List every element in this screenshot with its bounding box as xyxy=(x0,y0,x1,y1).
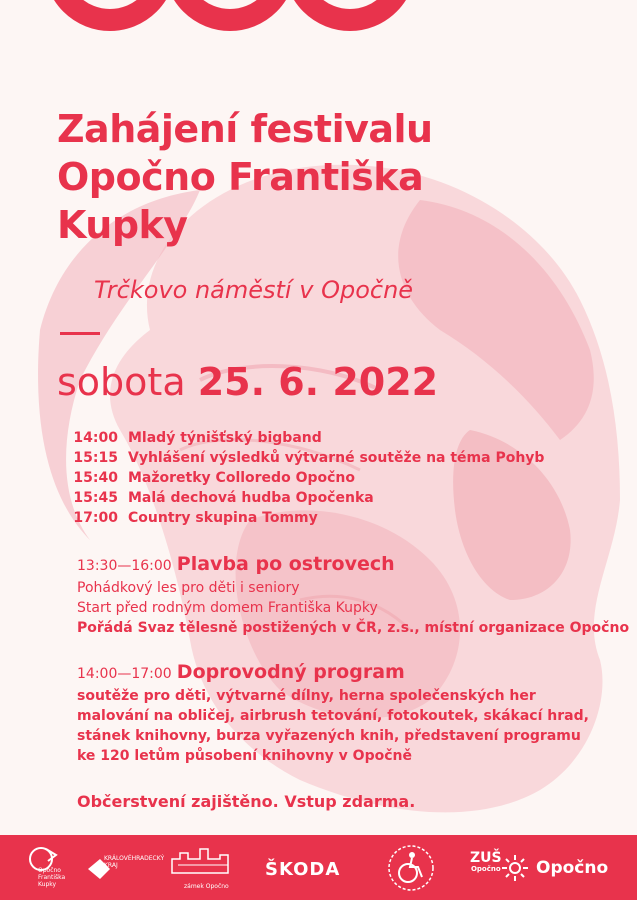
date-weekday: sobota xyxy=(57,360,198,404)
date-value: 25. 6. 2022 xyxy=(197,360,439,404)
schedule-title: Vyhlášení výsledků výtvarné soutěže na téma Pohyb xyxy=(128,450,545,466)
schedule-row xyxy=(60,428,620,448)
plavba-heading xyxy=(77,552,622,578)
festival-logo-line: Františka xyxy=(38,874,66,881)
doprovodny-line: stánek knihovny, burza vyřazených knih, představení programu xyxy=(77,728,581,744)
plavba-line: Pohádkový les pro děti i seniory xyxy=(77,580,300,596)
opocno-logo-text: Opočno xyxy=(536,858,609,878)
schedule-time: 17:00 xyxy=(73,510,118,526)
closing-note: Občerstvení zajištěno. Vstup zdarma. xyxy=(77,792,416,811)
castle-logo-icon xyxy=(168,843,238,877)
schedule-row xyxy=(60,488,620,508)
kraj-logo-line: KRÁLOVÉHRADECKÝ xyxy=(104,855,165,862)
plavba-organizer: Pořádá Svaz tělesně postižených v ČR, z.s., místní organizace Opočno xyxy=(77,620,630,636)
festival-logo-line: Kupky xyxy=(38,881,57,888)
title-line: Kupky xyxy=(57,203,188,247)
sponsor-footer xyxy=(0,835,637,900)
zus-logo-sub: Opočno xyxy=(470,865,501,873)
zus-logo-main: ZUŠ xyxy=(470,850,502,866)
plavba-line: Start před rodným domem Františka Kupky xyxy=(77,600,378,616)
event-date xyxy=(57,358,438,406)
plavba-time: 13:30—16:00 xyxy=(77,558,172,574)
doprovodny-time: 14:00—17:00 xyxy=(77,666,172,682)
castle-logo-text: zámek Opočno xyxy=(184,883,229,890)
schedule-row xyxy=(60,468,620,488)
svaz-logo-icon xyxy=(384,843,438,893)
schedule-title: Mladý týnišťský bigband xyxy=(128,430,322,446)
kraj-logo-text xyxy=(104,855,164,869)
doprovodny-line: soutěže pro děti, výtvarné dílny, herna společenských her xyxy=(77,688,536,704)
schedule-title: Malá dechová hudba Opočenka xyxy=(128,490,374,506)
doprovodny-line: malování na obličej, airbrush tetování, fotokoutek, skákací hrad, xyxy=(77,708,589,724)
logo-rings-graphic xyxy=(40,0,420,50)
schedule-row xyxy=(60,448,620,468)
zus-logo xyxy=(470,851,502,874)
festival-logo-text xyxy=(38,867,65,888)
plavba-section xyxy=(77,552,630,638)
schedule-list xyxy=(60,428,620,528)
doprovodny-heading xyxy=(77,660,622,686)
doprovodny-line: ke 120 letům působení knihovny v Opočně xyxy=(77,748,412,764)
kraj-logo-line: KRAJ xyxy=(104,862,118,869)
schedule-time: 15:40 xyxy=(73,470,118,486)
schedule-title: Mažoretky Colloredo Opočno xyxy=(128,470,355,486)
sun-icon xyxy=(500,853,530,883)
doprovodny-name: Doprovodný program xyxy=(176,661,405,683)
schedule-time: 15:15 xyxy=(73,450,118,466)
event-title xyxy=(57,105,577,249)
doprovodny-section xyxy=(77,660,622,766)
plavba-name: Plavba po ostrovech xyxy=(176,553,395,575)
schedule-row xyxy=(60,508,620,528)
festival-logo-line: Opočno xyxy=(38,867,61,874)
divider-dash xyxy=(60,332,100,335)
schedule-title: Country skupina Tommy xyxy=(128,510,318,526)
schedule-time: 15:45 xyxy=(73,490,118,506)
title-line: Opočno Františka xyxy=(57,155,424,199)
schedule-time: 14:00 xyxy=(73,430,118,446)
venue-text: Trčkovo náměstí v Opočně xyxy=(94,276,414,304)
skoda-logo: ŠKODA xyxy=(265,859,341,880)
title-line: Zahájení festivalu xyxy=(57,107,433,151)
